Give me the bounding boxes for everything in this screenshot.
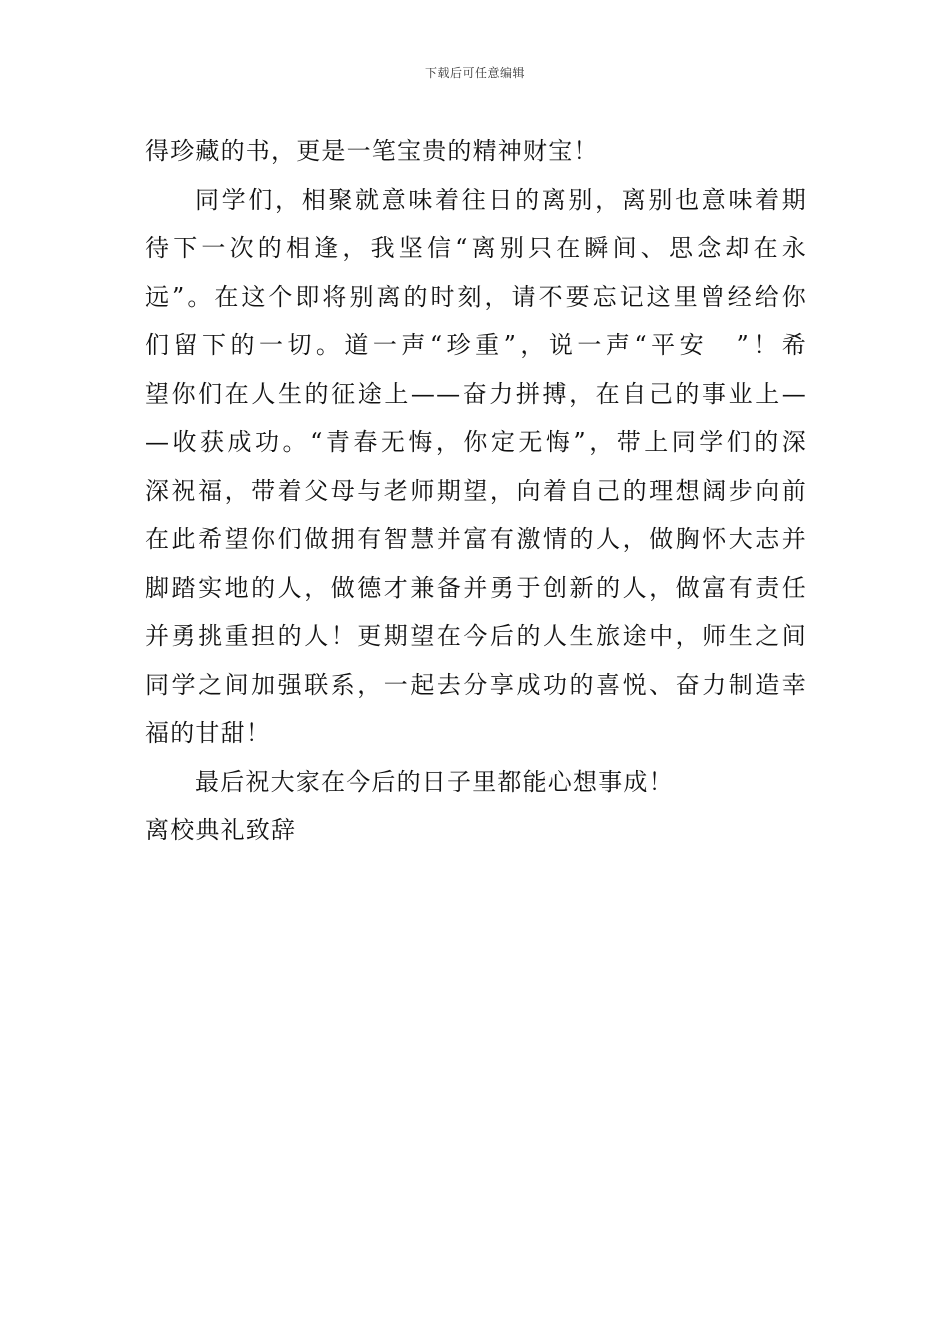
text-line: 得珍藏的书，更是一笔宝贵的精神财宝！: [145, 137, 599, 165]
document-title-footer: 离校典礼致辞: [145, 816, 297, 844]
document-body: [145, 127, 807, 855]
text-line: 待下一次的相逢，我坚信“离别只在瞬间、思念却在永: [145, 234, 807, 262]
paragraph-start-line: 同学们，相聚就意味着往日的离别，离别也意味着期: [195, 185, 807, 214]
text-line: 们留下的一切。道一声“珍重”，说一声“平安 ”！希: [145, 331, 807, 359]
text-line: 并勇挑重担的人！更期望在今后的人生旅途中，师生之间: [145, 622, 807, 650]
closing-line: 最后祝大家在今后的日子里都能心想事成！: [195, 767, 674, 796]
text-line: 望你们在人生的征途上——奋力拼搏，在自己的事业上—: [145, 379, 807, 408]
text-line: 脚踏实地的人，做德才兼备并勇于创新的人，做富有责任: [145, 573, 807, 602]
text-line: 福的甘甜！: [145, 719, 271, 747]
text-line: 同学之间加强联系，一起去分享成功的喜悦、奋力制造幸: [145, 670, 807, 699]
text-line: 远”。在这个即将别离的时刻，请不要忘记这里曾经给你: [145, 282, 807, 311]
page-header: 下载后可任意编辑: [424, 66, 525, 80]
text-line: —收获成功。“青春无悔，你定无悔”，带上同学们的深: [145, 428, 807, 456]
text-line: 在此希望你们做拥有智慧并富有激情的人，做胸怀大志并: [145, 525, 807, 553]
text-line: 深祝福，带着父母与老师期望，向着自己的理想阔步向前: [145, 476, 807, 505]
